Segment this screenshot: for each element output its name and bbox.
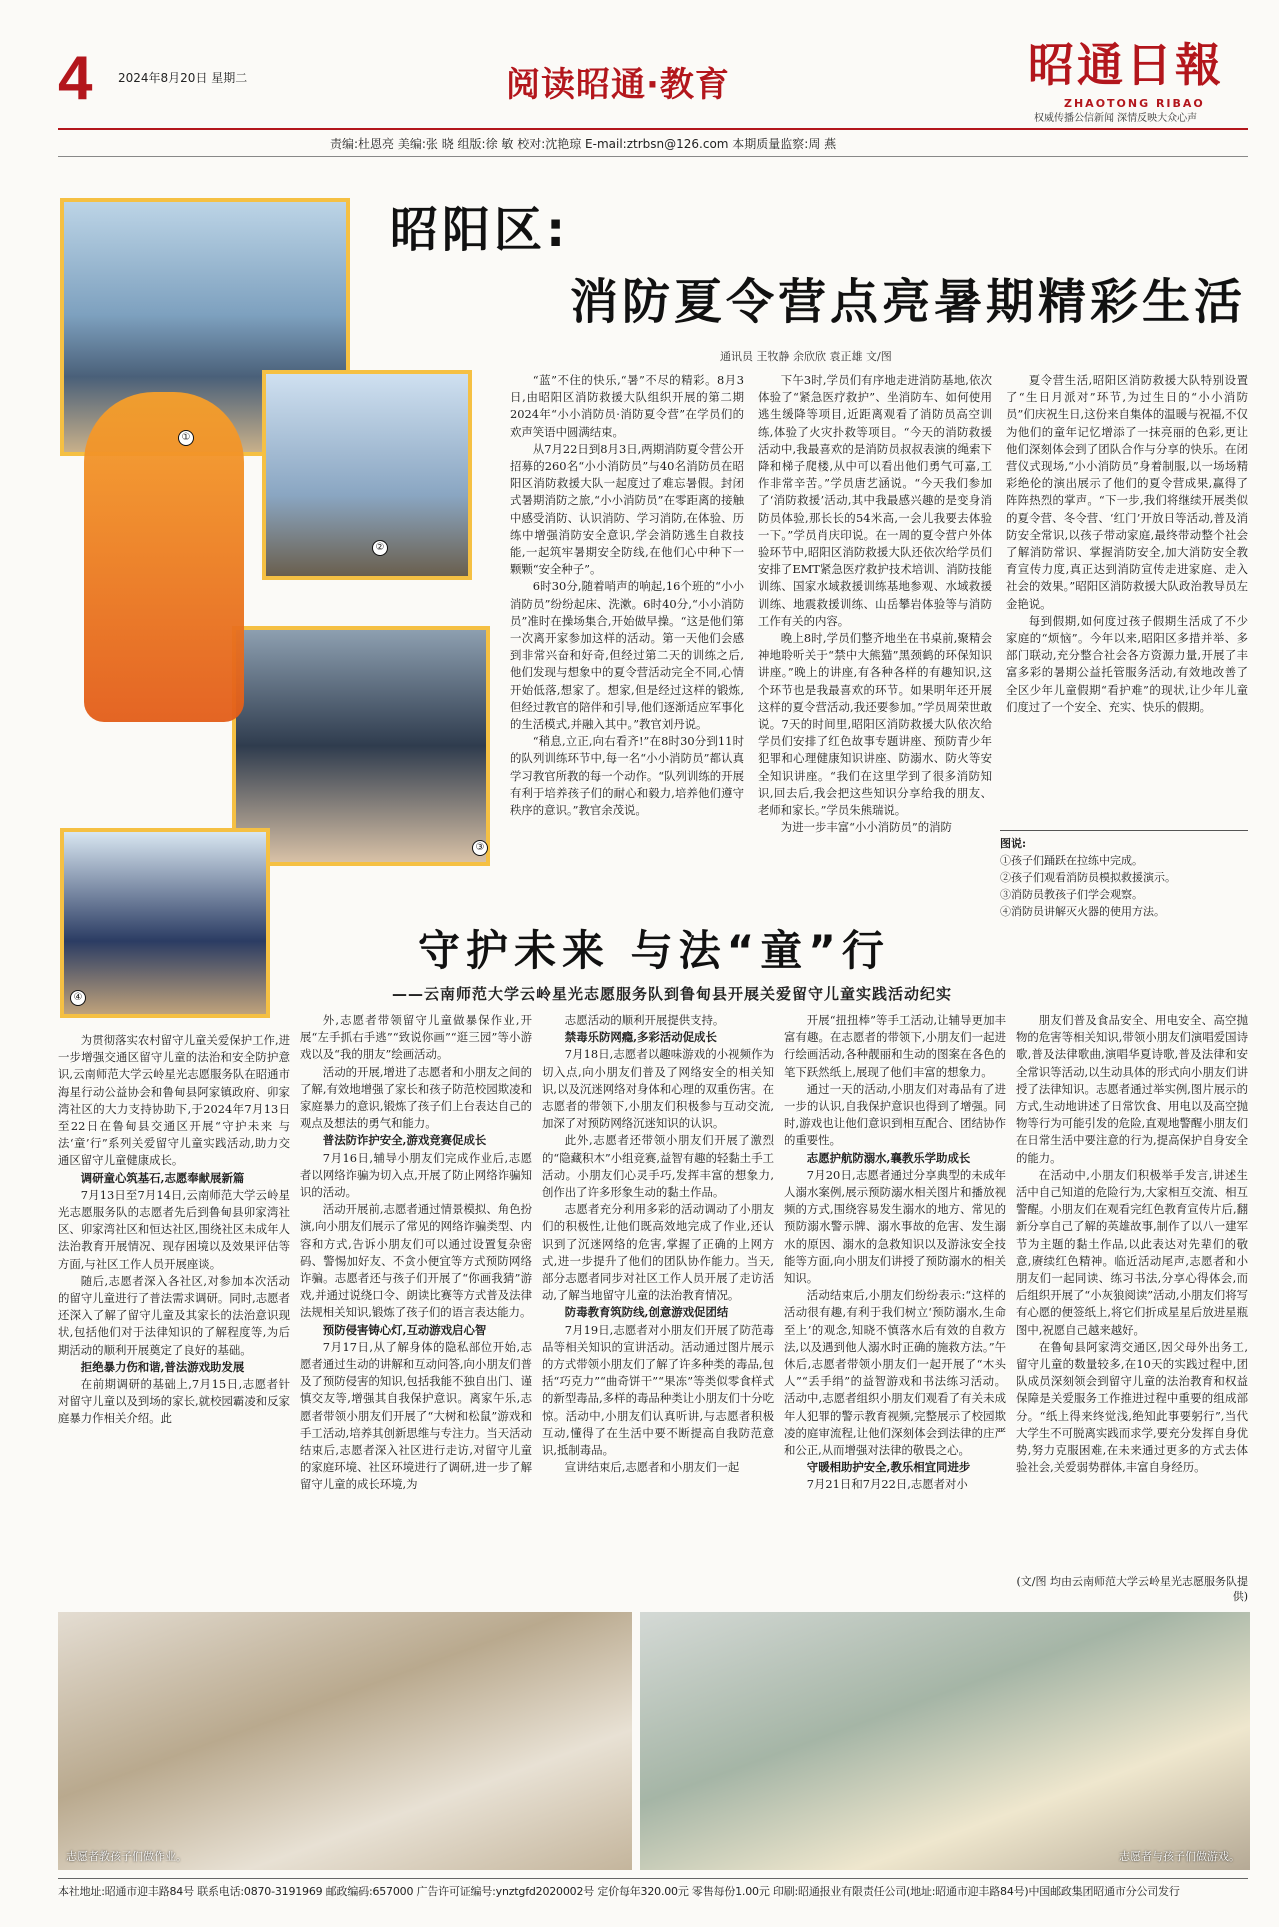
paragraph: 7月21日和7月22日,志愿者对小: [806, 1477, 968, 1492]
paragraph: 志愿活动的顺利开展提供支持。: [564, 1013, 725, 1027]
paragraph: 为贯彻落实农村留守儿童关爱保护工作,进一步增强交通区留守儿童的法治和安全防护意识,云南师范大学云岭星光志愿服务队在昭通市海星行动公益协会和鲁甸县阿家镇政府、卯家湾社区的大力支持协助下,于2024年7月13日至22日在鲁甸县交通区开展“守护未来 与法‘童’行”系列关爱留守儿童实践活动,助力交通区留守儿童健康成长。: [58, 1033, 290, 1168]
paragraph: 7月16日,辅导小朋友们完成作业后,志愿者以网络诈骗为切入点,开展了防止网络诈骗知识的活动。: [300, 1150, 532, 1200]
paragraph: 此外,志愿者还带领小朋友们开展了激烈的“隐藏积木”小组竞赛,益智有趣的轻黏土手工活动。小朋友们心灵手巧,发挥丰富的想象力,创作出了许多形象生动的黏土作品。: [542, 1133, 774, 1200]
paragraph: “蓝”不住的快乐,“暑”不尽的精彩。8月3日,由昭阳区消防救援大队组织开展的第二期2024年“小小消防员·消防夏令营”在学员们的欢声笑语中圆满结束。: [510, 373, 744, 439]
page-number: 4: [58, 44, 93, 113]
newspaper-logo-pinyin: ZHAOTONG RIBAO: [1064, 97, 1205, 110]
paragraph: 7月19日,志愿者对小朋友们开展了防范毒品等相关知识的宣讲活动。活动通过图片展示的方式带领小朋友们了解了许多种类的毒品,包括“巧克力”“曲奇饼干”“果冻”等类似零食样式的新型毒品,多样的毒品种类让小朋友们十分吃惊。活动中,小朋友们认真听讲,与志愿者积极互动,懂得了在生活中要不断提高自我防范意识,抵制毒品。: [542, 1322, 774, 1458]
paragraph: 晚上8时,学员们整齐地坐在书桌前,聚精会神地聆听关于“禁中大熊猫”黑颈鹤的环保知识讲座。”晚上的讲座,有各种各样的有趣知识,这个环节也是我最喜欢的环节。如果明年还开展这样的夏令营活动,我还要参加。”学员周荣世敢说。7天的时间里,昭阳区消防救援大队依次给学员们安排了红色故事专题讲座、预防青少年犯罪和心理健康知识讲座、防溺水、防火等安全知识讲座。“我们在这里学到了很多消防知识,回去后,我会把这些知识分享给我的朋友、老师和家长。”学员朱熊瑞说。: [758, 631, 992, 818]
subheading: 守暖相助护安全,教乐相宜同进步: [806, 1460, 971, 1475]
article2-subtitle: ——云南师范大学云岭星光志愿服务队到鲁甸县开展关爱留守儿童实践活动纪实: [392, 985, 953, 1003]
paragraph: 志愿者充分利用多彩的活动调动了小朋友们的积极性,让他们既高效地完成了作业,还认识到了沉迷网络的危害,掌握了正确的上网方式,进一步提升了他们的团队协作能力。当天,部分志愿者同步对社区工作人员开展了走访活动,了解当地留守儿童的法治教育情况。: [542, 1202, 774, 1303]
paragraph: 7月17日,从了解身体的隐私部位开始,志愿者通过生动的讲解和互动问答,向小朋友们普及了预防侵害的知识,包括我能不独自出门、谨慎交友等,增强其自我保护意识。离家午乐,志愿者带领小朋友们开展了“大树和松鼠”游戏和手工活动,培养其创新思维与专注力。当天活动结束后,志愿者深入社区进行走访,对留守儿童的家庭环境、社区环境进行了调研,进一步了解留守儿童的成长环境,为: [300, 1339, 532, 1492]
paragraph: 在活动中,小朋友们积极举手发言,讲述生活中自己知道的危险行为,大家相互交流、相互警醒。小朋友们在观看完红色教育宣传片后,翻新分享自己了解的英雄故事,制作了以八一建军节为主题的黏土作品,以此表达对先辈们的敬意,赓续红色精神。临近活动尾声,志愿者和小朋友们一起同读、练习书法,分享心得体会,而后组织开展了“小灰狼阅读”活动,小朋友们将写有心愿的便签纸上,将它们折成星星后放进星瓶图中,祝愿自己越来越好。: [1016, 1167, 1248, 1337]
subheading: 防毒教育筑防线,创意游戏促团结: [564, 1305, 729, 1320]
captions-title: 图说:: [1000, 837, 1027, 850]
paragraph: “稍息,立正,向右看齐!”在8时30分到11时的队列训练环节中,每一名“小小消防员”都认真学习教官所教的每一个动作。“队列训练的开展有利于培养孩子们的耐心和毅力,培养他们遵守秩序的意识。”教官余茂说。: [510, 734, 744, 818]
paragraph: 活动的开展,增进了志愿者和小朋友之间的了解,有效地增强了家长和孩子防范校园欺凌和家庭暴力的意识,锻炼了孩子们上台表达自己的观点及想法的勇气和能力。: [300, 1064, 532, 1131]
paragraph: 从7月22日到8月3日,两期消防夏令营公开招募的260名“小小消防员”与40名消防员在昭阳区消防救援大队一起度过了难忘暑假。封闭式暑期消防之旅,“小小消防员”在零距离的接触中感受消防、认识消防、学习消防,在体验、历练中增强消防安全意识,学会消防逃生自救技能,一起筑牢暑期安全防线,在他们心中种下一颗颗“安全种子”。: [510, 441, 744, 577]
newspaper-logo: 昭通日報: [1028, 38, 1224, 92]
article1-captions: [1000, 830, 1248, 920]
paragraph: 活动开展前,志愿者通过情景模拟、角色扮演,向小朋友们展示了常见的网络诈骗类型、内容和方式,告诉小朋友们可以通过设置复杂密码、警惕加好友、不贪小便宜等方式预防网络诈骗。志愿者还与孩子们开展了“你画我猜”游戏,并通过说绕口令、朗读比赛等方式普及法律法规相关知识,锻炼了孩子们的语言表达能力。: [300, 1202, 532, 1320]
paragraph: 下午3时,学员们有序地走进消防基地,依次体验了“紧急医疗救护”、坐消防车、如何使用逃生缓降等项目,近距离观看了消防员高空训练,体验了火灾扑救等项目。“今天的消防救援活动中,我最喜欢的是消防员叔叔表演的绳索下降和梯子爬楼,从中可以看出他们勇气可嘉,工作非常辛苦。”学员唐艺涵说。“今天我们参加了‘消防救援’活动,其中我最感兴趣的是变身消防员体验,那长长的54米高,一会儿我要去体验一下。”学员肖庆印说。在一周的夏令营户外体验环节中,昭阳区消防救援大队还依次给学员们安排了EMT紧急医疗救护技术培训、消防技能训练、国家水域救援训练基地参观、水域救援训练、地震救援训练、山岳攀岩体验等与消防工作有关的内容。: [758, 373, 992, 628]
paragraph: 7月13日至7月14日,云南师范大学云岭星光志愿服务队的志愿者先后到鲁甸县卯家湾社区、卯家湾社区和恒达社区,围绕社区未成年人法治教育开展情况、现存困境以及效果评估等方面,与社区工作人员开展座谈。: [58, 1187, 290, 1271]
caption-3: ③消防员教孩子们学会观察。: [1000, 888, 1143, 901]
photo-number-4: ④: [70, 990, 86, 1006]
header-rule: [58, 128, 1248, 130]
photo-2-rescue-demo: [262, 370, 472, 580]
caption-4: ④消防员讲解灭火器的使用方法。: [1000, 905, 1165, 918]
article2-column-4: [784, 1012, 1006, 1602]
paragraph: 夏令营生活,昭阳区消防救援大队特别设置了“生日月派对”环节,为过生日的“小小消防员”们庆祝生日,这份来自集体的温暖与祝福,不仅为他们的童年记忆增添了一抹亮丽的色彩,更让他们深刻体会到了团队合作与分享的快乐。在闭营仪式现场,“小小消防员”身着制服,以一场场精彩绝伦的演出展示了他们的夏令营成果,赢得了阵阵热烈的掌声。“下一步,我们将继续开展类似的夏令营、冬令营、‘红门’开放日等活动,普及消防安全常识,以孩子带动家庭,最终带动整个社会了解消防常识、掌握消防安全,加大消防安全教育宣传力度,真正达到消防宣传走进家庭、走入社会的效果。”昭阳区消防救援大队政治教导员左金艳说。: [1006, 373, 1248, 611]
paragraph: 活动结束后,小朋友们纷纷表示:“这样的活动很有趣,有利于我们树立‘预防溺水,生命至上’的观念,知晓不慎落水后有效的自救方法,以及遇到他人溺水时正确的施救方法。”午休后,志愿者带领小朋友们一起开展了“木头人”“丢手绢”的益智游戏和书法练习活动。活动中,志愿者组织小朋友们观看了有关未成年人犯罪的警示教育视频,完整展示了校园欺凌的庭审流程,让他们深刻体会到法律的庄严和公正,从而增强对法律的敬畏之心。: [784, 1288, 1006, 1458]
article2-title: 守护未来 与法“童”行: [418, 926, 890, 975]
article1-byline: 通讯员 王牧静 余欣欣 袁正雄 文/图: [720, 350, 892, 363]
subheading: 普法防诈护安全,游戏竞赛促成长: [322, 1133, 487, 1148]
photo-volunteer-game: [640, 1612, 1250, 1870]
article2-column-1: [58, 1032, 290, 1602]
article2-column-3: [542, 1012, 774, 1602]
photo-3-observation: [232, 626, 490, 866]
article1-title-line1: 昭阳区:: [390, 202, 570, 258]
photo-caption-game: 志愿者与孩子们做游戏。: [1119, 1850, 1240, 1863]
subheading: 预防侵害铸心灯,互动游戏启心智: [322, 1322, 487, 1337]
paragraph: 每到假期,如何度过孩子假期生活成了不少家庭的“烦恼”。今年以来,昭阳区多措并举、多部门联动,充分整合社会各方资源力量,开展了丰富多彩的暑期公益托管服务活动,有效地改善了全区少年儿童假期“看护难”的现状,让少年儿童们度过了一个安全、充实、快乐的假期。: [1006, 613, 1248, 714]
article2-column-2: [300, 1012, 532, 1602]
article1-column-3: [1006, 372, 1248, 820]
editors-line: 责编:杜恩亮 美编:张 晓 组版:徐 敏 校对:沈艳琼 E-mail:ztrbsn@126.com 本期质量监察:周 燕: [330, 137, 837, 151]
paragraph: 在前期调研的基础上,7月15日,志愿者针对留守儿童以及到场的家长,就校园霸凌和反家庭暴力作相关介绍。此: [58, 1377, 290, 1426]
paragraph: 6时30分,随着哨声的响起,16个班的“小小消防员”纷纷起床、洗漱。6时40分,“小小消防员”准时在操场集合,开始做早操。“这是他们第一次离开家参加这样的活动。第一天他们会感到非常兴奋和好奇,但经过第二天的训练之后,他们发现与想象中的夏令营活动完全不同,心情开始低落,想家了。想家,但是经过这样的锻炼,但经过教官的陪伴和引导,他们逐渐适应军事化的生活模式,并融入其中。”教官刘丹说。: [510, 579, 744, 732]
paragraph: 通过一天的活动,小朋友们对毒品有了进一步的认识,自我保护意识也得到了增强。同时,游戏也让他们意识到相互配合、团结协作的重要性。: [784, 1081, 1006, 1148]
paragraph: 7月18日,志愿者以趣味游戏的小视频作为切入点,向小朋友们普及了网络安全的相关知识,以及沉迷网络对身体和心理的双重伤害。在志愿者的带领下,小朋友们积极参与互动交流,加深了对预防网络沉迷知识的认识。: [542, 1047, 774, 1131]
paragraph: 随后,志愿者深入各社区,对参加本次活动的留守儿童进行了普法需求调研。同时,志愿者还深入了解了留守儿童及其家长的法治意识现状,包括他们对于法律知识的了解程度等,为后期活动的顺利开展奠定了良好的基础。: [58, 1273, 290, 1357]
subheading: 调研童心筑基石,志愿奉献展新篇: [80, 1170, 245, 1185]
photo-volunteer-homework: [58, 1612, 632, 1870]
paragraph: 外,志愿者带领留守儿童做暴保作业,开展“左手抓右手逃”“致说你画”“逛三园”等小游戏以及“我的朋友”绘画活动。: [300, 1013, 532, 1062]
newspaper-slogan: 权威传播公信新闻 深情反映大众心声: [1034, 113, 1198, 124]
paragraph: 7月20日,志愿者通过分享典型的未成年人溺水案例,展示预防溺水相关图片和播放视频的方式,围绕容易发生溺水的地方、常见的预防溺水警示牌、溺水事故的危害、发生溺水的原因、溺水的急救知识以及游泳安全技能等方面,向小朋友们讲授了预防溺水的相关知识。: [784, 1167, 1006, 1286]
photo-number-3: ③: [472, 840, 488, 856]
article2-column-5: [1016, 1012, 1248, 1572]
section-title: 阅读昭通·教育: [506, 65, 730, 105]
footer-rule: [58, 1878, 1248, 1879]
subheading: 禁毒乐防网瘾,多彩活动促成长: [564, 1030, 717, 1045]
article1-column-1: [510, 372, 744, 912]
article1-column-2: [758, 372, 992, 912]
paragraph: 为进一步丰富“小小消防员”的消防: [780, 820, 952, 835]
footer-info: 本社地址:昭通市迎丰路84号 联系电话:0870-3191969 邮政编码:657000 广告许可证编号:ynztgfd2020002号 定价每年320.00元 零售每份1.00元 印刷:昭通报业有限责任公司(地址:昭通市迎丰路84号)中国邮政集团昭通市分公司发行: [58, 1885, 1180, 1898]
issue-date: 2024年8月20日 星期二: [118, 71, 248, 85]
subheading: 拒绝暴力伤和谐,普法游戏助发展: [80, 1359, 245, 1374]
firefighter-illustration: [84, 392, 244, 722]
editors-rule: [58, 156, 1248, 157]
paragraph: 朋友们普及食品安全、用电安全、高空抛物的危害等相关知识,带领小朋友们演唱爱国诗歌,普及法律歌曲,演唱华夏诗歌,普及法律和安全常识等活动,以生动具体的形式向小朋友们讲授了法律知识。志愿者通过举实例,图片展示的方式,生动地讲述了日常饮食、用电以及高空抛物等行为可能引发的危险,直观地警醒小朋友们在日常生活中要注意的行为,提高保护自身安全的能力。: [1016, 1013, 1248, 1165]
caption-2: ②孩子们观看消防员模拟救援演示。: [1000, 871, 1176, 884]
article1-title-line2: 消防夏令营点亮暑期精彩生活: [570, 274, 1247, 330]
article2-credit: (文/图 均由云南师范大学云岭星光志愿服务队提供): [1016, 1575, 1248, 1603]
paragraph: 在鲁甸县阿家湾交通区,因父母外出务工,留守儿童的数量较多,在10天的实践过程中,团队成员深刻领会到留守儿童的法治教育和权益保障是关爱服务工作推进过程中重要的组成部分。“纸上得来终觉浅,绝知此事要躬行”,当代大学生不可脱离实践而求学,要充分发挥自身优势,努力克服困难,在未来通过更多的方式去体验社会,关爱弱势群体,丰富自身经历。: [1016, 1339, 1248, 1475]
photo-caption-homework: 志愿者教孩子们做作业。: [66, 1850, 187, 1863]
photo-number-2: ②: [372, 540, 388, 556]
subheading: 志愿护航防溺水,襄教乐学助成长: [806, 1150, 971, 1165]
caption-1: ①孩子们踊跃在拉练中完成。: [1000, 854, 1143, 867]
paragraph: 宣讲结束后,志愿者和小朋友们一起: [564, 1460, 740, 1475]
photo-4-extinguisher: [60, 828, 270, 1018]
paragraph: 开展“扭扭棒”等手工活动,让辅导更加丰富有趣。在志愿者的带领下,小朋友们一起进行绘画活动,各种靓丽和生动的图案在各色的笔下跃然纸上,展现了他们丰富的想象力。: [784, 1013, 1006, 1079]
photo-number-1: ①: [178, 430, 194, 446]
